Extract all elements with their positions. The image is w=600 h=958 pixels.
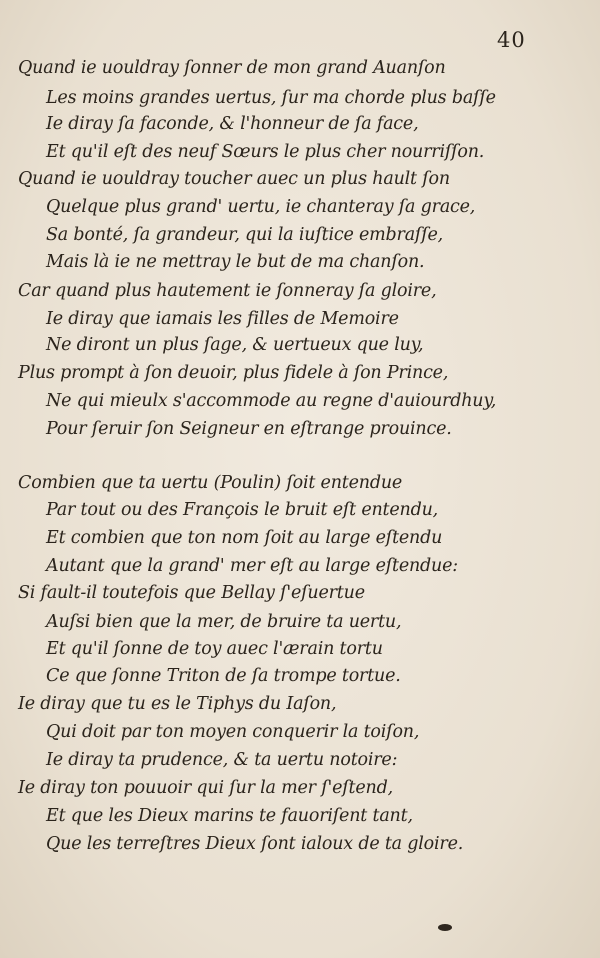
- poem-line: Ce que ſonne Triton de ſa trompe tortue.: [46, 666, 401, 686]
- poem-line: Plus prompt à ſon deuoir, plus fidele à ſon Prince,: [18, 363, 449, 383]
- poem-line: Que les terreſtres Dieux ſont ialoux de ta gloire.: [46, 834, 464, 854]
- poem-line: Et qu'il ſonne de toy auec l'ærain tortu: [46, 639, 383, 659]
- page-number: 40: [497, 28, 526, 52]
- poem-line: Les moins grandes uertus, ſur ma chorde plus baſſe: [46, 88, 496, 108]
- poem-line: Quand ie uouldray toucher auec un plus hault ſon: [18, 169, 450, 189]
- poem-line: Ne qui mieulx s'accommode au regne d'auiourdhuy,: [46, 391, 497, 411]
- poem-line: Ie diray ton pouuoir qui ſur la mer ſ'eſtend,: [18, 778, 393, 798]
- poem-line: Auſsi bien que la mer, de bruire ta uertu,: [46, 612, 402, 632]
- poem-line: Pour ſeruir ſon Seigneur en eſtrange prouince.: [46, 419, 452, 439]
- ornament-mark: [438, 924, 452, 931]
- poem-line: Par tout ou des François le bruit eſt entendu,: [46, 500, 439, 520]
- poem-line: Ne diront un plus ſage, & uertueux que luy,: [46, 335, 424, 355]
- poem-line: Autant que la grand' mer eſt au large eſtendue:: [46, 556, 458, 576]
- poem-line: Combien que ta uertu (Poulin) ſoit entendue: [18, 473, 403, 493]
- poem-line: Ie diray que tu es le Tiphys du Iaſon,: [18, 694, 337, 714]
- poem-line: Car quand plus hautement ie ſonneray ſa gloire,: [18, 281, 437, 301]
- poem-line: Et que les Dieux marins te fauoriſent tant,: [46, 806, 413, 826]
- poem-line: Mais là ie ne mettray le but de ma chanſon.: [46, 252, 425, 272]
- poem-line: Sa bonté, ſa grandeur, qui la iuſtice embraſſe,: [46, 225, 443, 245]
- poem-line: Ie diray ſa faconde, & l'honneur de ſa face,: [46, 114, 419, 134]
- poem-line: Et qu'il eſt des neuf Sœurs le plus cher nourriſſon.: [46, 142, 485, 162]
- poem-line: Quelque plus grand' uertu, ie chanteray ſa grace,: [46, 197, 476, 217]
- poem-line: Qui doit par ton moyen conquerir la toiſon,: [46, 722, 420, 742]
- poem-line: Ie diray ta prudence, & ta uertu notoire:: [46, 750, 398, 770]
- poem-line: Ie diray que iamais les filles de Memoire: [46, 309, 399, 329]
- poem-line: Et combien que ton nom ſoit au large eſtendu: [46, 528, 443, 548]
- poem-line: Quand ie uouldray ſonner de mon grand Auanſon: [18, 58, 446, 78]
- poem-line: Si fault-il toutefois que Bellay ſ'eſuertue: [18, 583, 365, 603]
